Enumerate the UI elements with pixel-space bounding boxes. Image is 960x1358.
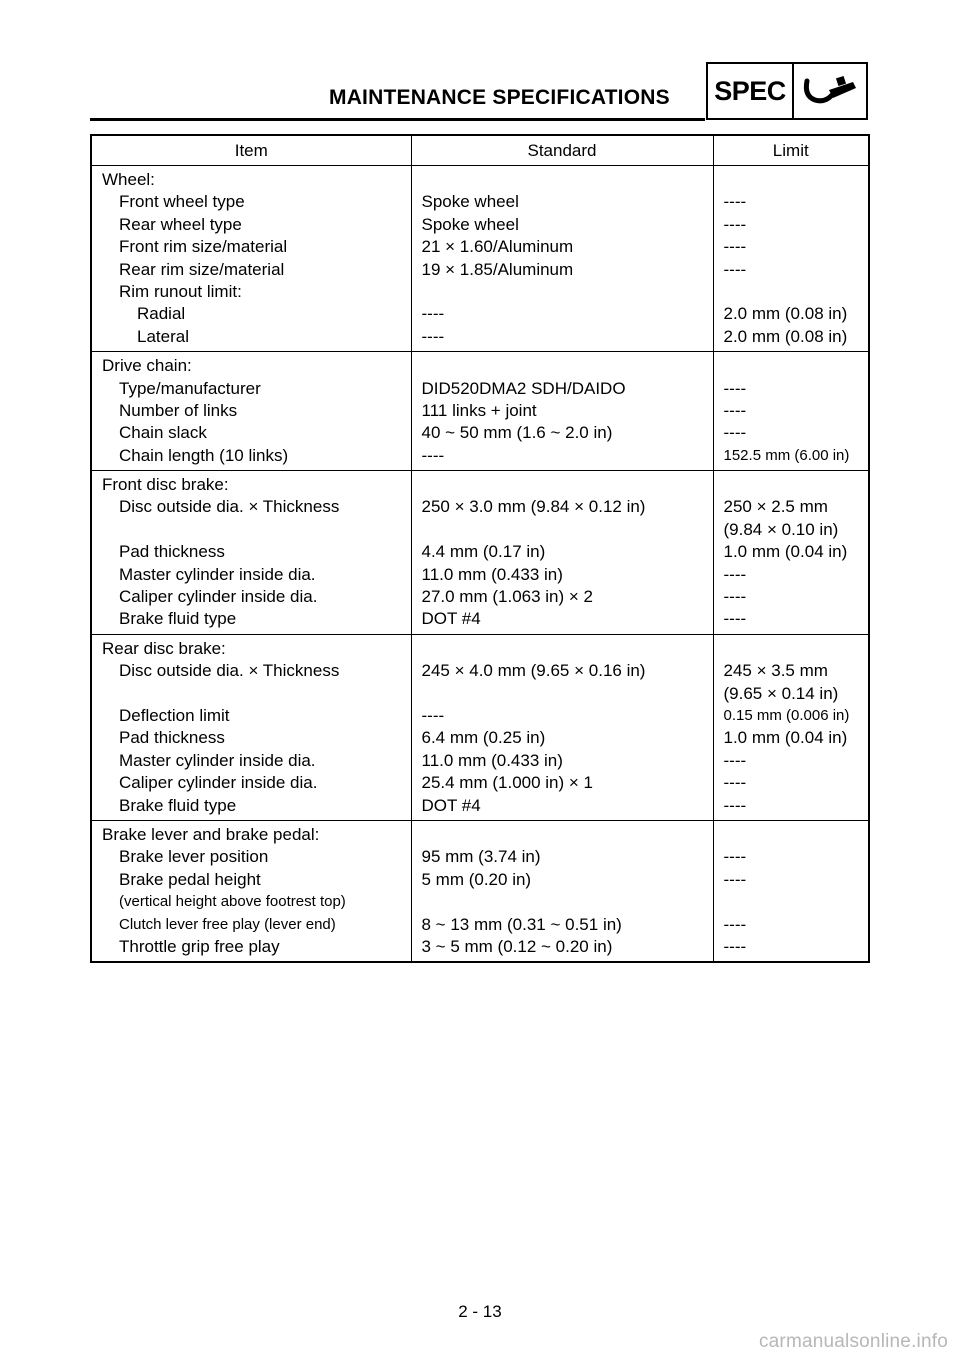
spec-standard-text: 11.0 mm (0.433 in) <box>421 750 563 770</box>
spec-limit-text: 2.0 mm (0.08 in) <box>723 304 848 324</box>
spec-item-text: Rim runout limit: <box>119 281 242 301</box>
table-body <box>91 166 869 963</box>
spec-standard-text: 95 mm (3.74 in) <box>421 847 541 867</box>
spec-standard-cell <box>411 634 713 820</box>
spec-item-text: Rear disc brake: <box>102 638 226 658</box>
spec-limit-text: ---- <box>723 378 747 398</box>
spec-item-text: Lateral <box>137 326 189 346</box>
spec-item-text: Disc outside dia. × Thickness <box>119 497 340 517</box>
spec-item-text: Brake lever and brake pedal: <box>102 824 320 844</box>
title-underline <box>90 118 705 121</box>
spec-standard-text: DOT #4 <box>421 609 481 629</box>
spec-standard-text <box>422 169 713 191</box>
spec-item-text: Drive chain: <box>102 356 192 376</box>
spec-item-cell <box>91 352 411 471</box>
spec-limit-text: 250 × 2.5 mm <box>723 497 828 517</box>
spec-limit-text: ---- <box>723 564 747 584</box>
page-number: 2 - 13 <box>458 1302 502 1321</box>
spec-standard-text: Spoke wheel <box>421 192 519 212</box>
spec-limit-text: ---- <box>723 795 747 815</box>
spec-standard-text: ---- <box>421 445 445 465</box>
spec-limit-text <box>724 169 869 191</box>
column-header-limit: Limit <box>713 135 869 166</box>
spec-item-text: Wheel: <box>102 170 155 189</box>
spec-item-text: Brake fluid type <box>119 795 237 815</box>
spec-limit-text: ---- <box>723 869 747 889</box>
spec-standard-cell <box>411 471 713 635</box>
spec-standard-text: 111 links + joint <box>421 400 537 420</box>
spec-standard-text: 6.4 mm (0.25 in) <box>421 728 546 748</box>
spec-limit-text: ---- <box>723 773 747 793</box>
spec-group-row <box>91 471 869 635</box>
spec-standard-text: ---- <box>421 326 445 346</box>
spec-item-text: Radial <box>137 304 186 324</box>
spec-item-text: Caliper cylinder inside dia. <box>119 773 318 793</box>
spec-standard-text <box>422 355 713 377</box>
spec-limit-text: 245 × 3.5 mm <box>723 661 828 681</box>
spec-item-text: Master cylinder inside dia. <box>119 750 316 770</box>
spec-limit-cell <box>713 166 869 352</box>
spec-limit-text: ---- <box>723 936 747 956</box>
spec-item-cell <box>91 820 411 962</box>
spec-item-text: (vertical height above footrest top) <box>119 893 346 911</box>
spec-standard-text: ---- <box>421 705 445 725</box>
spec-standard-text: 27.0 mm (1.063 in) × 2 <box>421 587 594 607</box>
spec-standard-text: 8 ~ 13 mm (0.31 ~ 0.51 in) <box>421 914 622 934</box>
spec-standard-text <box>422 683 713 705</box>
spec-standard-text <box>422 824 713 846</box>
spec-standard-cell <box>411 352 713 471</box>
spec-standard-text: ---- <box>421 304 445 324</box>
spec-limit-text: 1.0 mm (0.04 in) <box>723 542 848 562</box>
page-title: MAINTENANCE SPECIFICATIONS <box>329 86 670 109</box>
spec-standard-text <box>422 638 713 660</box>
spec-standard-text: 19 × 1.85/Aluminum <box>421 259 574 279</box>
spec-item-text: Caliper cylinder inside dia. <box>119 587 318 607</box>
spec-standard-cell <box>411 820 713 962</box>
spec-standard-text: 3 ~ 5 mm (0.12 ~ 0.20 in) <box>421 936 613 956</box>
column-header-standard: Standard <box>411 135 713 166</box>
spec-limit-text: 1.0 mm (0.04 in) <box>723 728 848 748</box>
spec-standard-text <box>422 474 713 496</box>
spec-limit-text: ---- <box>723 609 747 629</box>
spec-standard-text <box>422 519 713 541</box>
spec-standard-text: 250 × 3.0 mm (9.84 × 0.12 in) <box>421 497 646 517</box>
spec-item-text: Front wheel type <box>119 192 245 212</box>
spec-standard-text: 11.0 mm (0.433 in) <box>421 564 563 584</box>
spec-standard-text: DOT #4 <box>421 795 481 815</box>
spec-standard-text: 245 × 4.0 mm (9.65 × 0.16 in) <box>421 661 646 681</box>
spec-limit-text: ---- <box>723 847 747 867</box>
spec-group-row <box>91 820 869 962</box>
spec-limit-cell <box>713 820 869 962</box>
spec-table <box>90 134 870 963</box>
spec-item-text: Number of links <box>119 400 238 420</box>
spec-limit-cell <box>713 352 869 471</box>
spec-standard-text: 21 × 1.60/Aluminum <box>421 237 574 257</box>
spec-item-text: Type/manufacturer <box>119 378 261 398</box>
spec-item-text: Rear wheel type <box>119 214 242 234</box>
spec-item-text: Pad thickness <box>119 542 225 562</box>
spec-limit-text: ---- <box>723 237 747 257</box>
spec-item-text: Brake fluid type <box>119 609 237 629</box>
spec-label: SPEC <box>708 64 794 118</box>
spec-item-text <box>102 519 411 541</box>
spec-limit-text <box>724 638 869 660</box>
spec-standard-text: 5 mm (0.20 in) <box>421 869 532 889</box>
spec-group-row <box>91 352 869 471</box>
spec-limit-text: 2.0 mm (0.08 in) <box>723 326 848 346</box>
spec-limit-cell <box>713 471 869 635</box>
spec-item-text: Front disc brake: <box>102 475 229 495</box>
spec-limit-text: ---- <box>723 750 747 770</box>
spec-standard-text: 40 ~ 50 mm (1.6 ~ 2.0 in) <box>421 423 613 443</box>
spec-standard-text: 4.4 mm (0.17 in) <box>421 542 546 562</box>
watermark: carmanualsonline.info <box>758 1331 948 1352</box>
spec-limit-text: ---- <box>723 423 747 443</box>
table-header-row <box>91 135 869 166</box>
spec-item-text: Throttle grip free play <box>119 936 280 956</box>
spec-item-text: Deflection limit <box>119 705 230 725</box>
spec-limit-text: ---- <box>723 587 747 607</box>
spec-limit-text: (9.84 × 0.10 in) <box>723 519 839 539</box>
wrench-icon <box>801 74 859 108</box>
spec-limit-text: ---- <box>723 259 747 279</box>
spec-item-text: Chain length (10 links) <box>119 445 289 465</box>
spec-badge <box>706 62 868 120</box>
spec-item-cell <box>91 634 411 820</box>
spec-standard-text: 25.4 mm (1.000 in) × 1 <box>421 773 594 793</box>
spec-item-text: Master cylinder inside dia. <box>119 564 316 584</box>
spec-item-text: Pad thickness <box>119 728 225 748</box>
spec-limit-text <box>724 891 869 913</box>
spec-item-text: Clutch lever free play (lever end) <box>119 915 336 933</box>
spec-group-row <box>91 634 869 820</box>
spec-limit-text: ---- <box>723 914 747 934</box>
spec-item-text: Chain slack <box>119 423 207 443</box>
spec-item-text: Disc outside dia. × Thickness <box>119 661 340 681</box>
column-header-item: Item <box>91 135 411 166</box>
spec-item-text: Front rim size/material <box>119 237 288 257</box>
spec-limit-text <box>724 355 869 377</box>
spec-standard-text: DID520DMA2 SDH/DAIDO <box>421 378 626 398</box>
spec-item-text: Rear rim size/material <box>119 259 285 279</box>
spec-limit-text: ---- <box>723 214 747 234</box>
spec-standard-text: Spoke wheel <box>421 214 519 234</box>
spec-item-cell <box>91 471 411 635</box>
spec-item-text <box>102 683 411 705</box>
spec-limit-text <box>724 281 869 303</box>
spec-item-text: Brake lever position <box>119 847 269 867</box>
spec-limit-text: (9.65 × 0.14 in) <box>723 683 839 703</box>
spec-item-cell <box>91 166 411 352</box>
spec-standard-text <box>422 891 713 913</box>
spec-limit-text: 0.15 mm (0.006 in) <box>723 706 850 724</box>
spec-limit-text: ---- <box>723 400 747 420</box>
spec-standard-cell <box>411 166 713 352</box>
spec-limit-text <box>724 824 869 846</box>
spec-standard-text <box>422 281 713 303</box>
spec-limit-cell <box>713 634 869 820</box>
spec-limit-text: 152.5 mm (6.00 in) <box>723 446 850 464</box>
spec-limit-text: ---- <box>723 192 747 212</box>
spec-item-text: Brake pedal height <box>119 869 261 889</box>
spec-limit-text <box>724 474 869 496</box>
spec-group-row <box>91 166 869 352</box>
